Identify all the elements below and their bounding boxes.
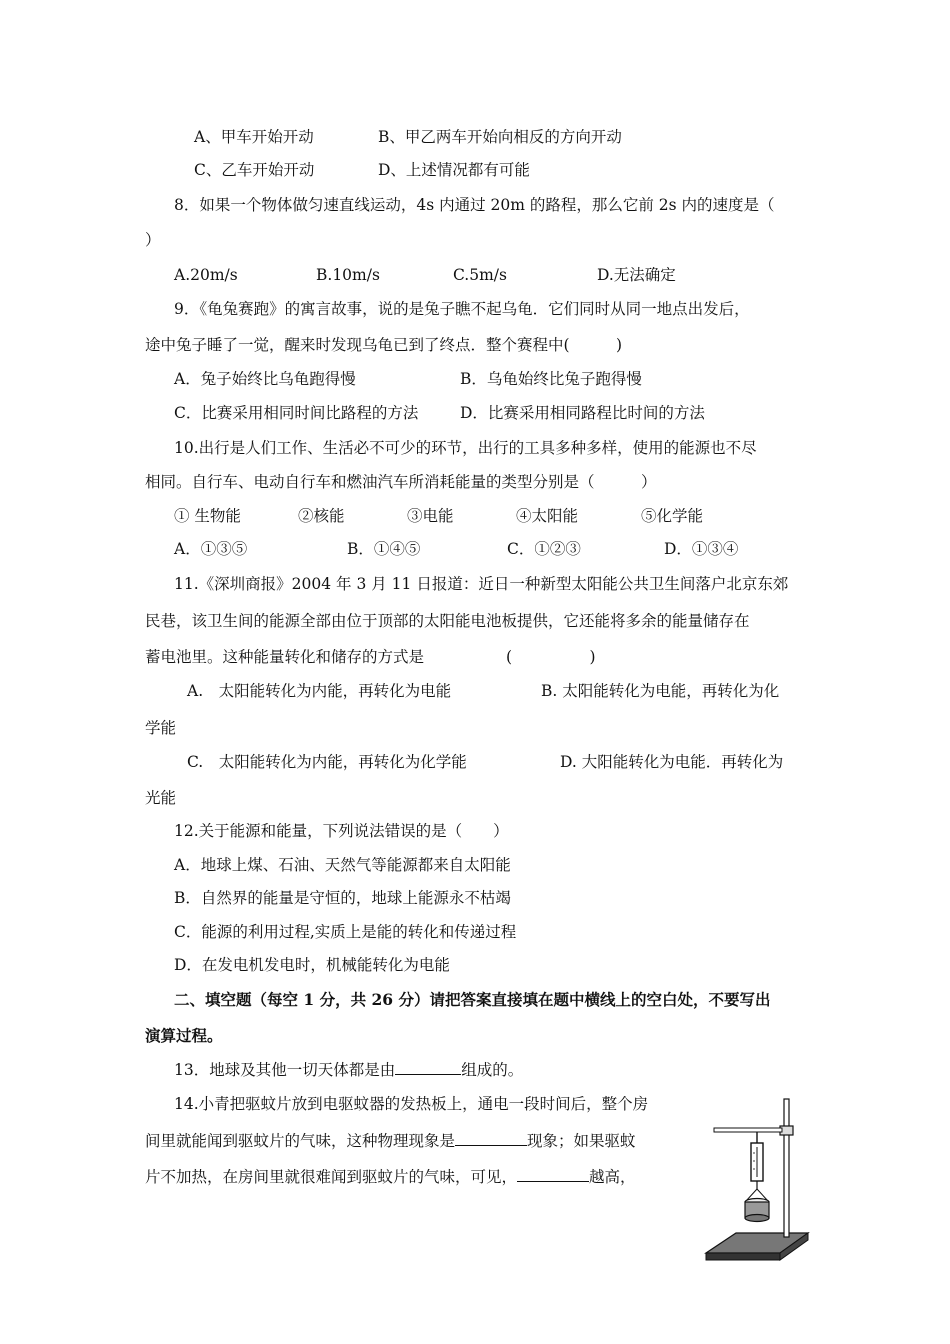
q10-option-a: A．①③⑤ — [174, 540, 248, 558]
q7-option-a: A、甲车开始开动 — [194, 128, 314, 146]
stand-arm — [714, 1128, 782, 1132]
q13-text-after: 组成的。 — [461, 1061, 524, 1079]
q14-line2 — [145, 1131, 636, 1151]
q14-line2-before: 间里就能闻到驱蚊片的气味，这种物理现象是 — [145, 1132, 456, 1150]
q13-text-before: 13．地球及其他一切天体都是由 — [174, 1061, 396, 1079]
q14-line3-after: 越高， — [589, 1168, 636, 1186]
q8-option-a: A.20m/s — [174, 266, 238, 284]
q10-item-2: ②核能 — [298, 507, 345, 525]
q9-option-d: D．比赛采用相同路程比时间的方法 — [460, 404, 705, 422]
q12-stem: 12.关于能源和能量，下列说法错误的是（ ） — [174, 822, 509, 840]
stand-base-edge — [706, 1253, 780, 1260]
section-heading-line1: 二、填空题（每空 1 分，共 26 分）请把答案直接填在题中横线上的空白处，不要写出 — [174, 990, 771, 1009]
q10-item-3: ③电能 — [407, 507, 454, 525]
q10-option-c: C．①②③ — [507, 540, 581, 558]
q13-line — [174, 1060, 523, 1080]
q12-option-a: A．地球上煤、石油、天然气等能源都来自太阳能 — [174, 856, 511, 874]
q7-option-b: B、甲乙两车开始向相反的方向开动 — [378, 128, 622, 146]
q11-option-b-line1: B. 太阳能转化为电能，再转化为化 — [541, 682, 780, 700]
q13-answer-blank[interactable] — [395, 1060, 461, 1075]
q8-option-b: B.10m/s — [316, 266, 380, 284]
stand-apparatus-illustration — [700, 1095, 810, 1265]
q10-stem-line2: 相同。自行车、电动自行车和燃油汽车所消耗能量的类型分别是（ ） — [145, 473, 657, 491]
q11-option-c: C. 太阳能转化为内能，再转化为化学能 — [187, 753, 467, 771]
q10-item-1: ① 生物能 — [174, 507, 241, 525]
q12-option-c: C．能源的利用过程,实质上是能的转化和传递过程 — [174, 923, 517, 941]
q12-option-d: D．在发电机发电时，机械能转化为电能 — [174, 956, 450, 974]
q11-answer-paren: ( ) — [506, 648, 596, 666]
q11-stem-line3: 蓄电池里。这种能量转化和储存的方式是 — [145, 648, 425, 666]
q14-line3-before: 片不加热，在房间里就很难闻到驱蚊片的气味，可见， — [145, 1168, 518, 1186]
q11-option-d-line2: 光能 — [145, 789, 177, 807]
section-heading-line2: 演算过程。 — [145, 1026, 223, 1045]
q10-item-4: ④太阳能 — [516, 507, 579, 525]
q10-option-b: B．①④⑤ — [347, 540, 421, 558]
q9-option-a: A．兔子始终比乌龟跑得慢 — [174, 370, 356, 388]
q10-stem-line1: 10.出行是人们工作、生活必不可少的环节，出行的工具多种多样，使用的能源也不尽 — [174, 439, 757, 457]
q14-answer-blank-1[interactable] — [455, 1131, 527, 1146]
q9-option-c: C．比赛采用相同时间比路程的方法 — [174, 404, 419, 422]
q8-stem-line1: 8．如果一个物体做匀速直线运动，4s 内通过 20m 的路程，那么它前 2s 内的速度是（ — [174, 196, 775, 214]
q11-stem-line1: 11.《深圳商报》2004 年 3 月 11 日报道：近日一种新型太阳能公共卫生间落户北京东郊 — [174, 575, 789, 593]
q9-stem-line2: 途中兔子睡了一觉，醒来时发现乌龟已到了终点．整个赛程中( ) — [145, 336, 623, 354]
q8-option-d: D.无法确定 — [597, 266, 676, 284]
q11-option-b-line2: 学能 — [145, 719, 177, 737]
q8-option-c: C.5m/s — [453, 266, 507, 284]
q8-stem-line2: ） — [145, 231, 161, 249]
q9-stem-line1: 9．《龟兔赛跑》的寓言故事，说的是兔子瞧不起乌龟．它们同时从同一地点出发后， — [174, 300, 750, 318]
stand-rod — [784, 1099, 789, 1237]
q7-option-c: C、乙车开始开动 — [194, 161, 315, 179]
q14-line3 — [145, 1167, 636, 1187]
q11-option-a: A. 太阳能转化为内能，再转化为电能 — [187, 682, 452, 700]
q10-item-5: ⑤化学能 — [641, 507, 704, 525]
q9-option-b: B．乌龟始终比兔子跑得慢 — [460, 370, 642, 388]
q11-stem-line2: 民巷，该卫生间的能源全部由位于顶部的太阳能电池板提供，它还能将多余的能量储存在 — [145, 612, 750, 630]
q7-option-d: D、上述情况都有可能 — [378, 161, 530, 179]
q14-line1: 14.小青把驱蚊片放到电驱蚊器的发热板上，通电一段时间后，整个房 — [174, 1095, 649, 1113]
q14-answer-blank-2[interactable] — [517, 1167, 589, 1182]
q12-option-b: B．自然界的能量是守恒的，地球上能源永不枯竭 — [174, 889, 511, 907]
q10-option-d: D．①③④ — [664, 540, 739, 558]
q14-line2-after: 现象；如果驱蚊 — [527, 1132, 636, 1150]
q11-option-d-line1: D. 大阳能转化为电能．再转化为 — [560, 753, 784, 771]
